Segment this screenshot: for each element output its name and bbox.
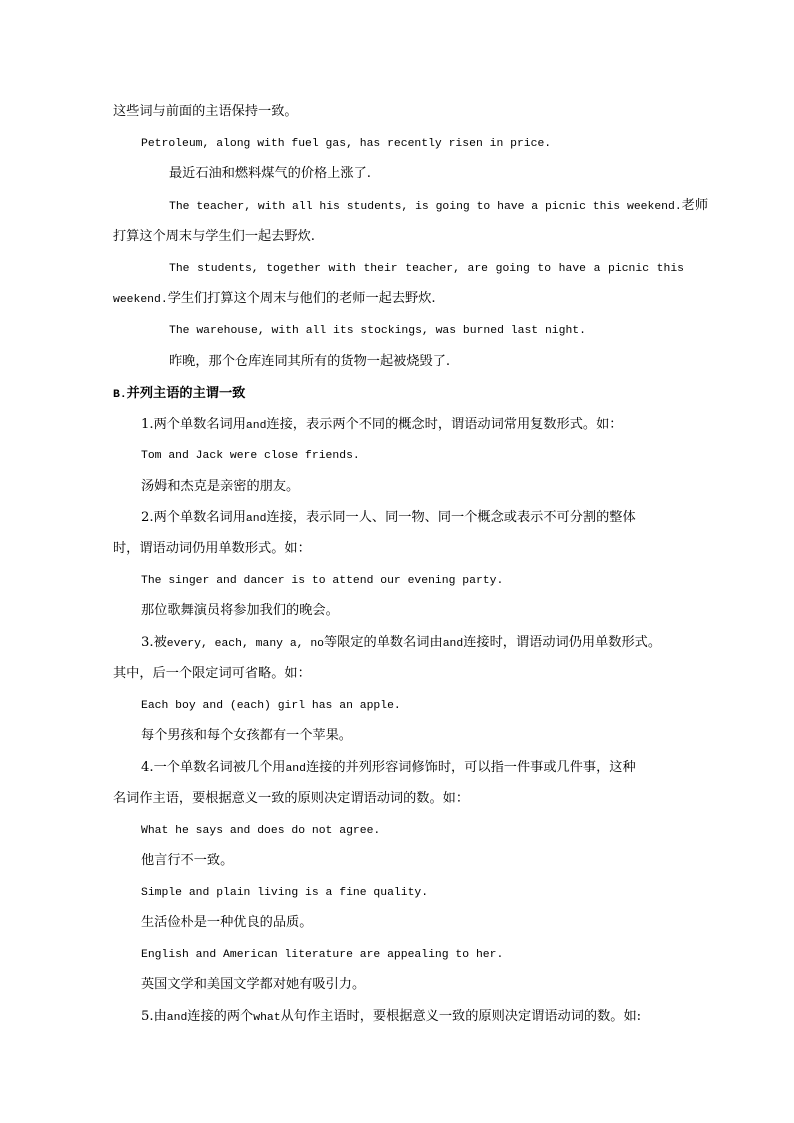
example-sentence: English and American literature are appealing to her. — [141, 949, 504, 961]
translation: 英国文学和美国文学都对她有吸引力。 — [141, 977, 366, 992]
translation: 昨晚，那个仓库连同其所有的货物一起被烧毁了. — [169, 354, 451, 369]
translation: 那位歌舞演员将参加我们的晚会。 — [141, 603, 339, 618]
example-sentence: The singer and dancer is to attend our evening party. — [141, 575, 504, 587]
example-sentence: Each boy and (each) girl has an apple. — [141, 700, 401, 712]
translation: 打算这个周末与学生们一起去野炊. — [113, 229, 316, 244]
text-line: 这些词与前面的主语保持一致。 — [113, 104, 298, 119]
rule-item: 1.两个单数名词用and连接，表示两个不同的概念时，谓语动词常用复数形式。如： — [141, 417, 623, 432]
text-line: 时，谓语动词仍用单数形式。如： — [113, 541, 311, 556]
translation: 汤姆和杰克是亲密的朋友。 — [141, 479, 300, 494]
rule-item: 5.由and连接的两个what从句作主语时，要根据意义一致的原则决定谓语动词的数。如: — [141, 1009, 642, 1024]
text-line: 名词作主语，要根据意义一致的原则决定谓语动词的数。如： — [113, 791, 470, 806]
section-heading: B.并列主语的主谓一致 — [113, 386, 246, 401]
translation: 他言行不一致。 — [141, 853, 234, 868]
example-sentence: The warehouse, with all its stockings, was burned last night. — [169, 325, 586, 337]
rule-item: 3.被every, each, many a, no等限定的单数名词由and连接时，谓语动词仍用单数形式。 — [141, 635, 662, 650]
translation: 生活俭朴是一种优良的品质。 — [141, 915, 313, 930]
rule-item: 4.一个单数名词被几个用and连接的并列形容词修饰时，可以指一件事或几件事，这种 — [141, 760, 636, 775]
rule-item: 2.两个单数名词用and连接，表示同一人、同一物、同一个概念或表示不可分割的整体 — [141, 510, 636, 525]
example-sentence: Simple and plain living is a fine quality. — [141, 887, 429, 899]
translation: 每个男孩和每个女孩都有一个苹果。 — [141, 728, 352, 743]
example-sentence: What he says and does do not agree. — [141, 825, 381, 837]
example-sentence: The students, together with their teacher, are going to have a picnic this — [169, 263, 684, 275]
example-sentence: The teacher, with all his students, is going to have a picnic this weekend.老师 — [169, 198, 709, 213]
example-sentence: Tom and Jack were close friends. — [141, 450, 360, 462]
translation: 最近石油和燃料煤气的价格上涨了. — [169, 166, 372, 181]
example-sentence: Petroleum, along with fuel gas, has recently risen in price. — [141, 138, 552, 150]
text-line: 其中，后一个限定词可省略。如： — [113, 666, 311, 681]
example-sentence: weekend.学生们打算这个周末与他们的老师一起去野炊. — [113, 291, 436, 306]
